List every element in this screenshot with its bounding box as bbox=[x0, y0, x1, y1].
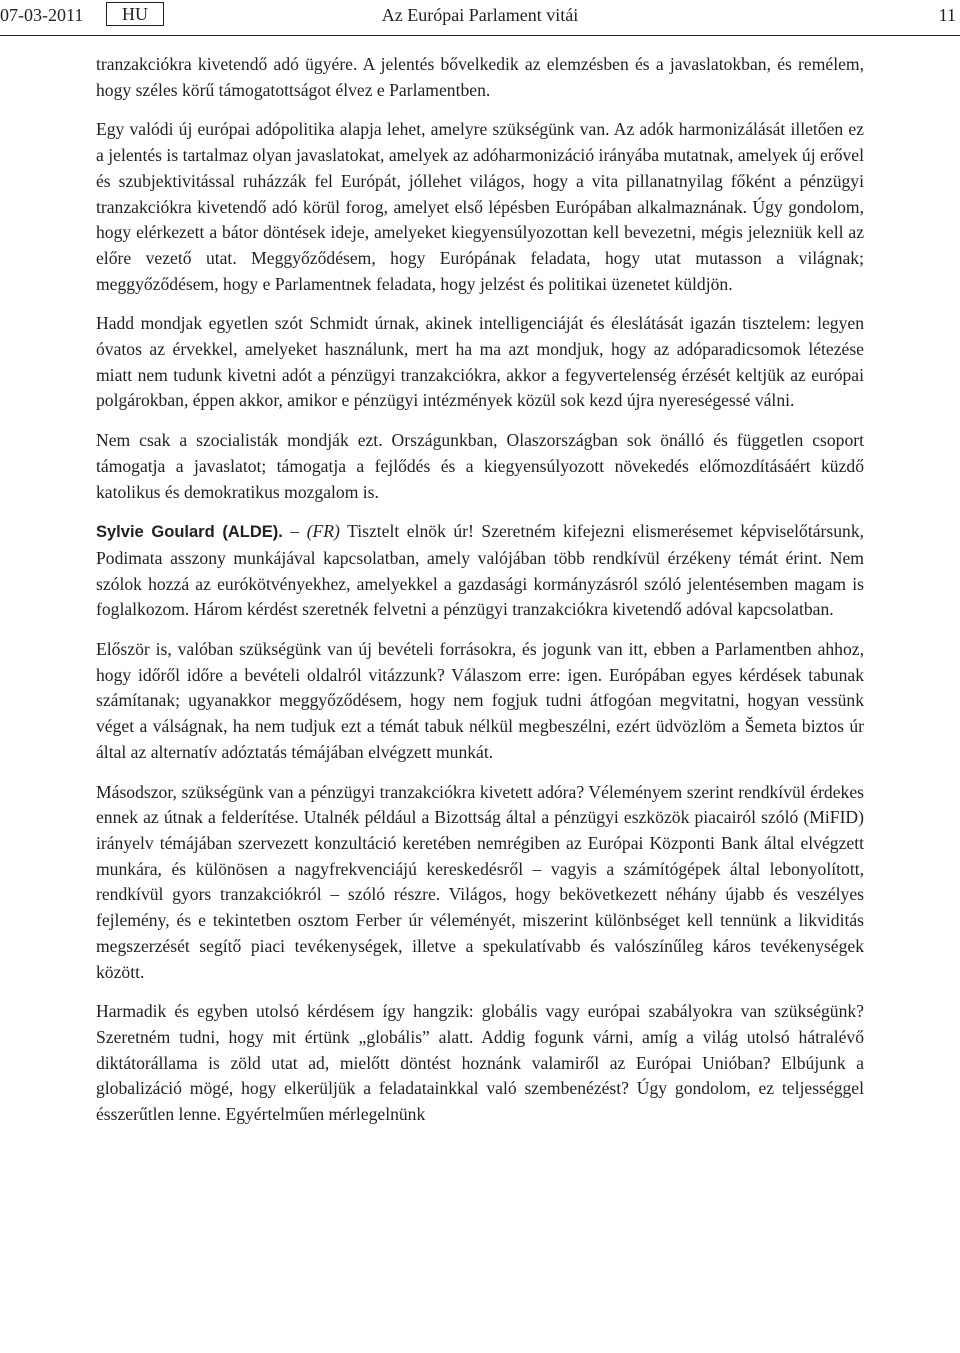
language-code-box: HU bbox=[106, 2, 164, 26]
paragraph-3: Hadd mondjak egyetlen szót Schmidt úrnak, akinek intelligenciáját és éleslátását igazán tisztelem: legyen óvatos az érvekkel, amelyeket használunk, mert ha ma azt mondjuk, hogy az adóparadicsomok létezése miatt nem tudunk kivetni adót a pénzügyi tranzakciókra, akkor a fegyvertelenség érzését keltjük az európai polgárokban, éppen akkor, amikor e pénzügyi intézmények közül sok kezd újra nyereségessé válni. bbox=[96, 313, 864, 411]
paragraph-7: Másodszor, szükségünk van a pénzügyi tranzakciókra kivetett adóra? Véleményem szerint rendkívül érdekes ennek az útnak a felderítése. Utalnék például a Bizottság által a pénzügyi eszközök piacairól szóló (MiFID) irányelv témájában szervezett konzultáció keretében nemrégiben az Európai Központi Bank által elvégzett munkára, és különösen a nagyfrekvenciájú kereskedésről – vagyis a számítógépek által lebonyolított, rendkívül gyors tranzakciókról – szóló részre. Világos, hogy bekövetkezett néhány újabb és veszélyes fejlemény, és e tekintetben osztom Ferber úr véleményét, miszerint különbséget kell tennünk a likviditás megszerzését segítő piaci tevékenységek, illetve a spekulatívabb és valószínűleg káros tevékenységek között. bbox=[96, 781, 864, 982]
paragraph-1: tranzakciókra kivetendő adó ügyére. A jelentés bővelkedik az elemzésben és a javaslatokban, és remélem, hogy széles körű támogatottságot élvez e Parlamentben. bbox=[96, 54, 864, 100]
page-header bbox=[0, 0, 960, 36]
header-date: 07-03-2011 bbox=[0, 5, 84, 25]
paragraph-5-speech bbox=[96, 519, 864, 623]
speaker-name: Sylvie Goulard (ALDE). bbox=[96, 523, 283, 542]
document-body bbox=[96, 52, 864, 1142]
paragraph-4: Nem csak a szocialisták mondják ezt. Országunkban, Olaszországban sok önálló és független csoport támogatja a javaslatot; támogatja a fejlődés és a kiegyensúlyozott növekedés előmozdításáért küzdő katolikus és demokratikus mozgalom is. bbox=[96, 430, 864, 502]
speaker-dash: – bbox=[282, 521, 307, 542]
speech-language-tag: (FR) bbox=[306, 521, 340, 542]
paragraph-6: Először is, valóban szükségünk van új bevételi forrásokra, és jogunk van itt, ebben a Parlamentben ahhoz, hogy időről időre a bevételi oldalról vitázzunk? Válaszom erre: igen. Európában egyes kérdések tabunak számítanak; ugyanakkor meggyőződésem, hogy nem fogjuk tudni átfogóan megvitatni, hogyan vessünk véget a válságnak, ha nem tudjuk ezt a témát tabuk nélkül megbeszélni, ezért üdvözlöm a Šemeta biztos úr által az alternatív adóztatás témájában elvégzett munkát. bbox=[96, 639, 864, 762]
journal-title: Az Európai Parlament vitái bbox=[381, 5, 579, 25]
speech-text: Tisztelt elnök úr! Szeretném kifejezni elismerésemet képviselőtársunk, Podimata asszony munkájával kapcsolatban, amely valójában több rendkívül érzékeny témát érint. Nem szólok hozzá az eurókötvényekhez, amelyekkel a gazdasági kormányzásról szóló jelentésemben magam is foglalkozom. Három kérdést szeretnék felvetni a pénzügyi tranzakciókra kivetendő adóval kapcsolatban. bbox=[96, 521, 865, 620]
page-number: 11 bbox=[938, 5, 956, 25]
paragraph-8: Harmadik és egyben utolsó kérdésem így hangzik: globális vagy európai szabályokra van szükségünk? Szeretném tudni, hogy mit értünk „globális” alatt. Addig fogunk várni, amíg a világ utolsó hátralévő diktátorállama is zöld utat ad, mielőtt döntést hoznánk valamiről az Európai Unióban? Elbújunk a globalizáció mögé, hogy elkerüljük a feladatainkkal való szembenézést? Úgy gondolom, ez teljességgel ésszerűtlen lenne. Egyértelműen mérlegelnünk bbox=[96, 1001, 864, 1125]
paragraph-2: Egy valódi új európai adópolitika alapja lehet, amelyre szükségünk van. Az adók harmonizálását illetően ez a jelentés is tartalmaz olyan javaslatokat, amelyek az adóharmonizáció irányába mutatnak, amelyek új erővel és szubjektivitással ruházzák fel Európát, jóllehet világos, hogy a vita pillanatnyilag főként a pénzügyi tranzakciókra kivetendő adó körül forog, amelyet első lépésben Európában alkalmaznának. Úgy gondolom, hogy elérkezett a bátor döntések ideje, amelyeket kiegyensúlyozottan kell bevezetni, mégis jelezniük kell az előre vezető utat. Meggyőződésem, hogy Európának feladata, hogy utat mutasson a világnak; meggyőződésem, hogy e Parlamentnek feladata, hogy jelzést és politikai üzenetet küldjön. bbox=[96, 119, 864, 294]
